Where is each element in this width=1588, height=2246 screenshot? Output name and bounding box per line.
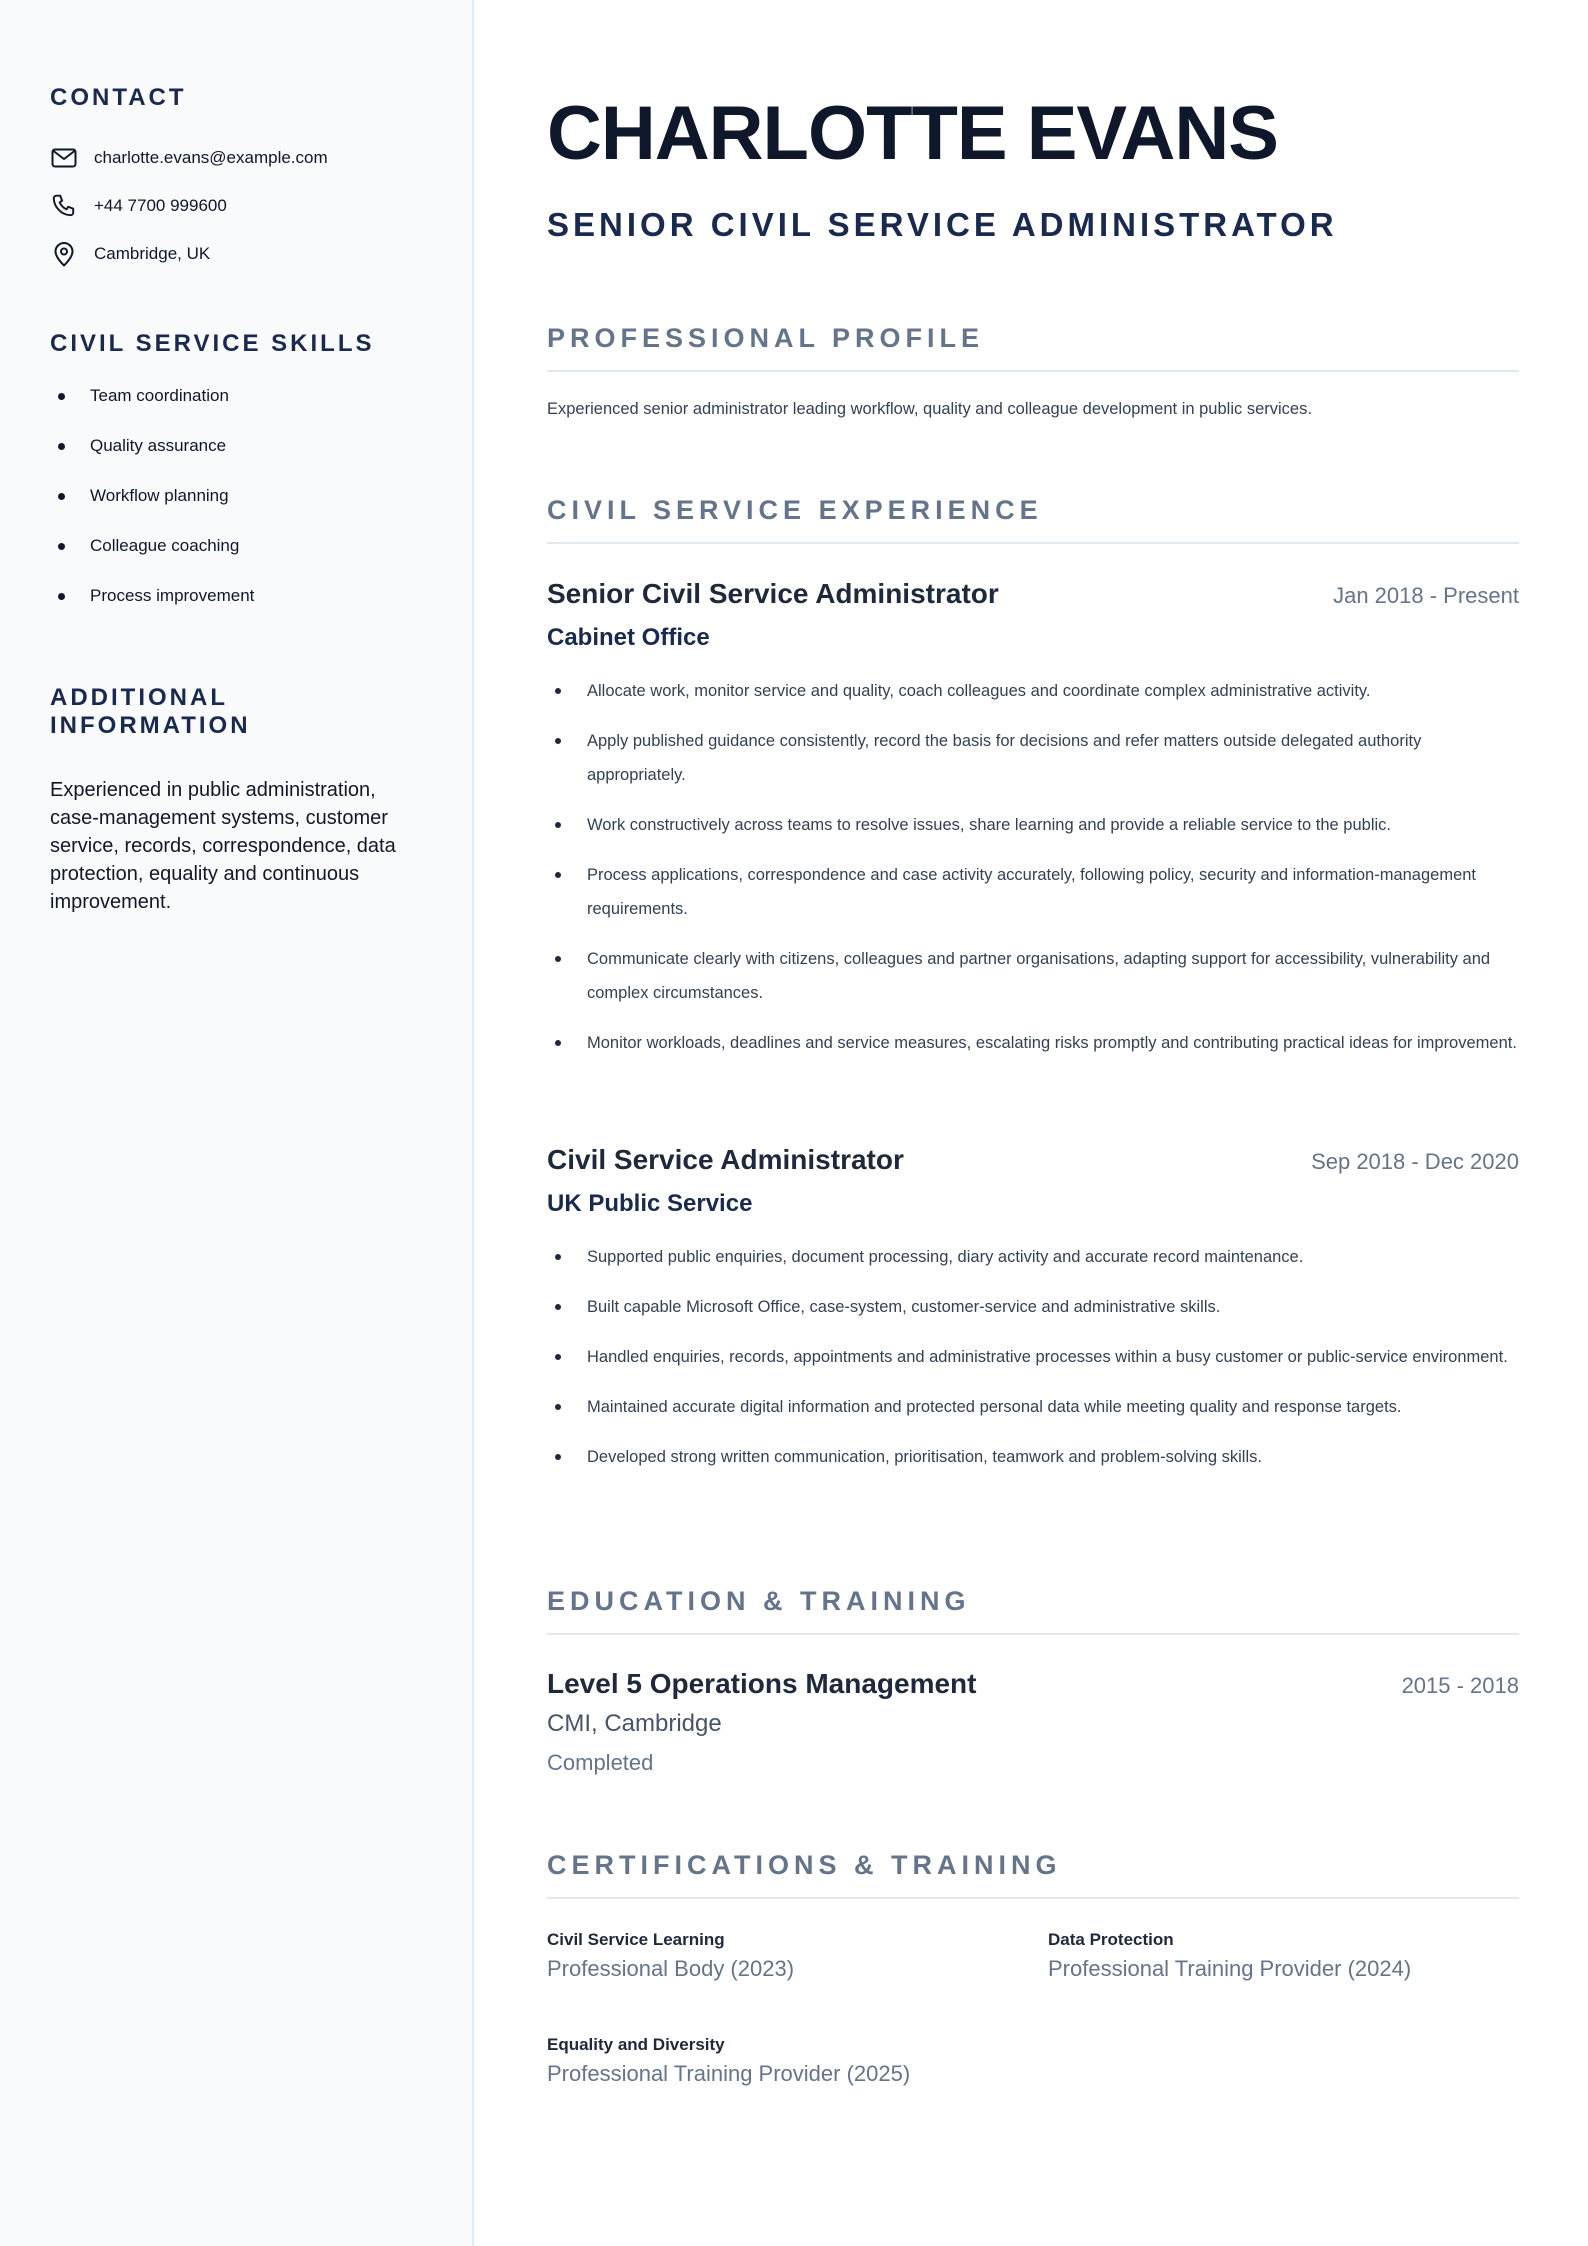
job-role: Senior Civil Service Administrator xyxy=(547,578,999,609)
institution: CMI, Cambridge xyxy=(547,1710,722,1737)
education-heading: EDUCATION & TRAINING xyxy=(547,1586,1519,1635)
job-bullet: Communicate clearly with citizens, colleagues and partner organisations, adapting support for accessibility, vulnerability and complex circumstances. xyxy=(547,942,1519,1010)
mail-icon xyxy=(50,144,78,172)
certification-name: Equality and Diversity xyxy=(547,2035,725,2054)
location-pin-icon xyxy=(50,240,78,268)
certification-item xyxy=(547,1930,1007,1982)
contact-location xyxy=(50,230,422,278)
job-dates: Sep 2018 - Dec 2020 xyxy=(1311,1149,1519,1174)
job-entry xyxy=(547,1144,1519,1490)
skill-item: Workflow planning xyxy=(50,482,422,532)
candidate-name: CHARLOTTE EVANS xyxy=(547,91,1278,176)
skill-item: Process improvement xyxy=(50,582,422,632)
additional-info-text: Experienced in public administration, case-management systems, customer service, records, correspondence, data protection, equality and continuous improvement. xyxy=(50,779,396,913)
job-entry xyxy=(547,578,1519,1076)
job-bullet: Monitor workloads, deadlines and service measures, escalating risks promptly and contributing practical ideas for improvement. xyxy=(547,1026,1519,1060)
job-bullet: Process applications, correspondence and case activity accurately, following policy, security and information-management requirements. xyxy=(547,858,1519,926)
education-status: Completed xyxy=(547,1750,654,1775)
sidebar xyxy=(0,0,474,2246)
contact-phone-text: +44 7700 999600 xyxy=(94,196,227,215)
certification-provider: Professional Body (2023) xyxy=(547,1956,795,1981)
job-organization: UK Public Service xyxy=(547,1190,753,1217)
job-bullet: Apply published guidance consistently, record the basis for decisions and refer matters outside delegated authority appropriately. xyxy=(547,724,1519,792)
degree-name: Level 5 Operations Management xyxy=(547,1668,977,1699)
education-dates: 2015 - 2018 xyxy=(1401,1673,1519,1698)
contact-list xyxy=(50,134,422,278)
education-entry xyxy=(547,1668,1519,1776)
skill-item: Team coordination xyxy=(50,382,422,432)
job-bullets xyxy=(547,1240,1519,1474)
contact-heading: CONTACT xyxy=(50,84,187,111)
job-bullet: Work constructively across teams to resolve issues, share learning and provide a reliable service to the public. xyxy=(547,808,1519,842)
additional-info-heading: ADDITIONAL INFORMATION xyxy=(50,684,251,739)
job-dates: Jan 2018 - Present xyxy=(1333,583,1519,608)
job-bullet: Allocate work, monitor service and quality, coach colleagues and coordinate complex administrative activity. xyxy=(547,674,1519,708)
skill-item: Quality assurance xyxy=(50,432,422,482)
experience-heading: CIVIL SERVICE EXPERIENCE xyxy=(547,495,1519,544)
skills-heading: CIVIL SERVICE SKILLS xyxy=(50,330,375,357)
certification-item xyxy=(1048,1930,1508,1982)
job-bullet: Developed strong written communication, prioritisation, teamwork and problem-solving skills. xyxy=(547,1440,1519,1474)
job-bullet: Maintained accurate digital information and protected personal data while meeting quality and response targets. xyxy=(547,1390,1519,1424)
certification-provider: Professional Training Provider (2025) xyxy=(547,2061,911,2086)
job-organization: Cabinet Office xyxy=(547,624,710,651)
job-title: SENIOR CIVIL SERVICE ADMINISTRATOR xyxy=(547,206,1338,243)
contact-phone[interactable] xyxy=(50,182,422,230)
job-role: Civil Service Administrator xyxy=(547,1144,904,1175)
contact-location-text: Cambridge, UK xyxy=(94,244,211,263)
job-bullets xyxy=(547,674,1519,1060)
certification-name: Civil Service Learning xyxy=(547,1930,725,1949)
contact-email[interactable] xyxy=(50,134,422,182)
profile-text: Experienced senior administrator leading workflow, quality and colleague development in public services. xyxy=(547,400,1312,418)
phone-icon xyxy=(50,192,78,220)
skill-item: Colleague coaching xyxy=(50,532,422,582)
certification-item xyxy=(547,2035,1007,2087)
certifications-heading: CERTIFICATIONS & TRAINING xyxy=(547,1850,1519,1899)
skills-list xyxy=(50,382,422,632)
job-bullet: Supported public enquiries, document processing, diary activity and accurate record maintenance. xyxy=(547,1240,1519,1274)
contact-email-text: charlotte.evans@example.com xyxy=(94,148,328,167)
job-bullet: Built capable Microsoft Office, case-system, customer-service and administrative skills. xyxy=(547,1290,1519,1324)
job-bullet: Handled enquiries, records, appointments and administrative processes within a busy customer or public-service environment. xyxy=(547,1340,1519,1374)
profile-heading: PROFESSIONAL PROFILE xyxy=(547,323,1519,372)
certification-name: Data Protection xyxy=(1048,1930,1174,1949)
certification-provider: Professional Training Provider (2024) xyxy=(1048,1956,1412,1981)
